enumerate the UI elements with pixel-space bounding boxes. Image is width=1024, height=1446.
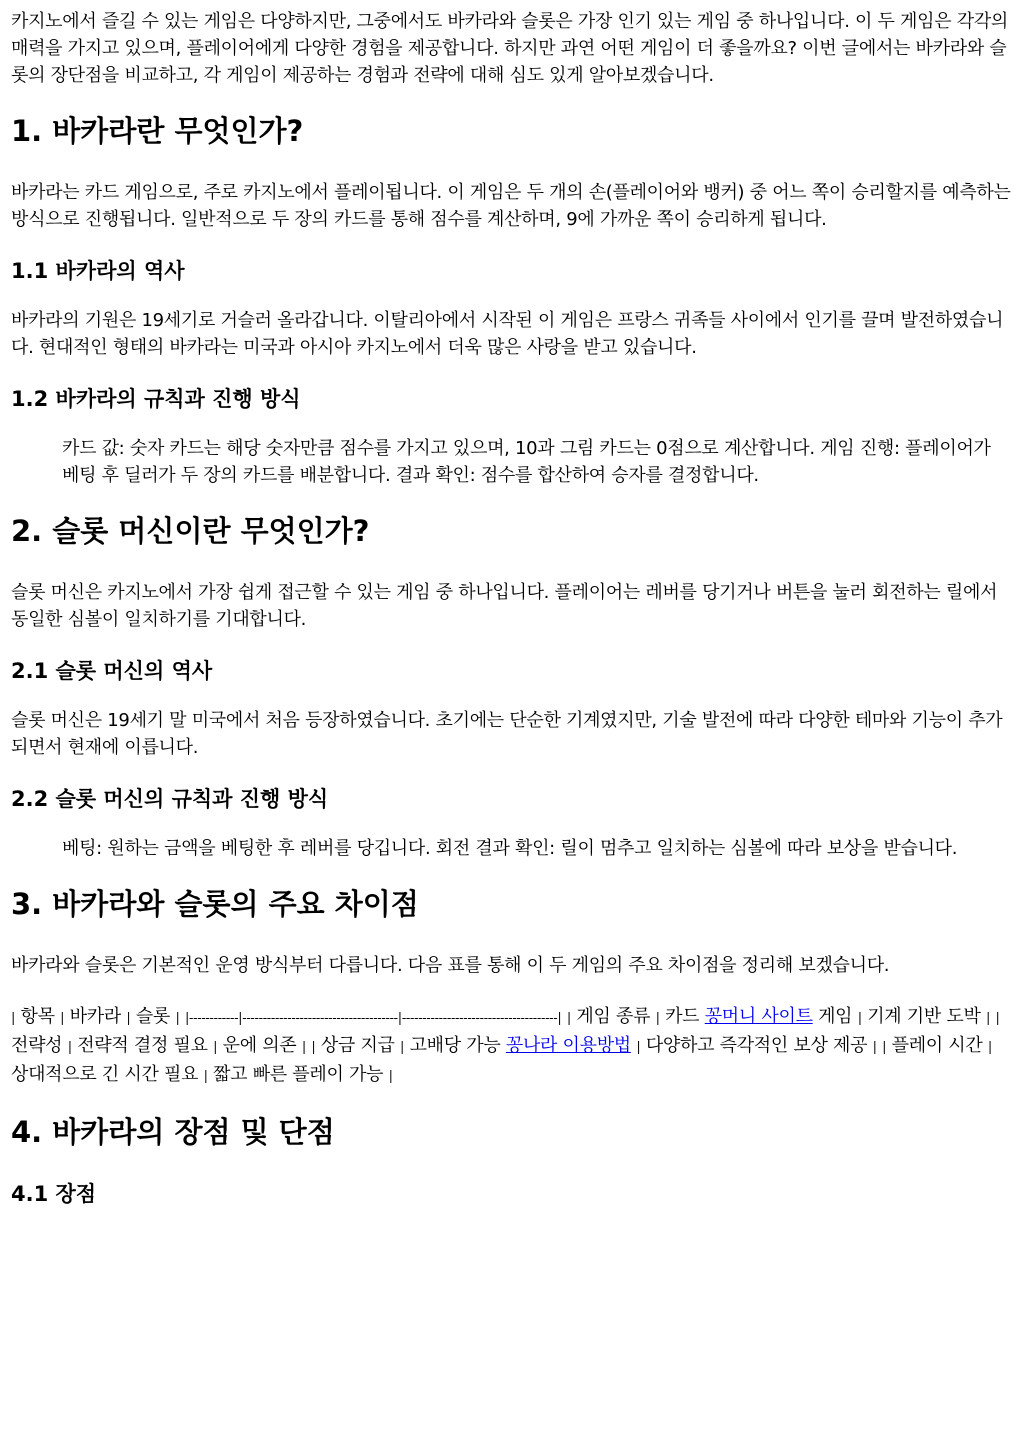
subheading-slot-history: 2.1 슬롯 머신의 역사 [11,659,213,683]
table-row4-baccarat: 상대적으로 긴 시간 필요 [11,1064,199,1085]
table-row3-baccarat: 고배당 가능 [409,1035,501,1056]
table-row2-label: 전략성 [11,1035,63,1056]
table-row3-label: 상금 지급 [320,1035,395,1056]
subheading-pros: 4.1 장점 [11,1182,97,1206]
subheading-baccarat-history: 1.1 바카라의 역사 [11,259,185,283]
table-separator: |------------|--------------------------------------|--------------------------------------| [184,1011,562,1026]
table-row1-label: 게임 종류 [576,1006,651,1027]
slot-description: 슬롯 머신은 카지노에서 가장 쉽게 접근할 수 있는 게임 중 하나입니다. 플레이어는 레버를 당기거나 버튼을 눌러 회전하는 릴에서 동일한 심볼이 일치하기를 기대합니다. [11,582,998,630]
table-header-item: 항목 [20,1006,55,1027]
table-header-slot: 슬롯 [135,1006,171,1027]
link-kkongmoney-site[interactable]: 꽁머니 사이트 [704,1006,813,1027]
table-row4-label: 플레이 시간 [891,1035,983,1056]
baccarat-history-text: 바카라의 기원은 19세기로 거슬러 올라갑니다. 이탈리아에서 시작된 이 게임은 프랑스 귀족들 사이에서 인기를 끌며 발전하였습니다. 현대적인 형태의 바카라는 미국과 아시아 카지노에서 더욱 많은 사랑을 받고 있습니다. [11,310,1004,358]
differences-intro: 바카라와 슬롯은 기본적인 운영 방식부터 다릅니다. 다음 표를 통해 이 두 게임의 주요 차이점을 정리해 보겠습니다. [11,955,890,976]
intro-paragraph: 카지노에서 즐길 수 있는 게임은 다양하지만, 그중에서도 바카라와 슬롯은 가장 인기 있는 게임 중 하나입니다. 이 두 게임은 각각의 매력을 가지고 있으며, 플레이어에게 다양한 경험을 제공합니다. 하지만 과연 어떤 게임이 더 좋을까요? 이번 글에서는 바카라와 슬롯의 장단점을 비교하고, 각 게임이 제공하는 경험과 전략에 대해 심도 있게 알아보겠습니다. [11,11,1009,86]
slot-history-text: 슬롯 머신은 19세기 말 미국에서 처음 등장하였습니다. 초기에는 단순한 기계였지만, 기술 발전에 따라 다양한 테마와 기능이 추가되면서 현재에 이릅니다. [11,710,1003,758]
baccarat-description: 바카라는 카드 게임으로, 주로 카지노에서 플레이됩니다. 이 게임은 두 개의 손(플레이어와 뱅커) 중 어느 쪽이 승리할지를 예측하는 방식으로 진행됩니다. 일반적으로 두 장의 카드를 통해 점수를 계산하며, 9에 가까운 쪽이 승리하게 됩니다. [11,182,1011,230]
table-row4-slot: 짧고 빠른 플레이 가능 [213,1064,384,1085]
table-row3-slot: 다양하고 즉각적인 보상 제공 [645,1035,868,1056]
link-kkongnara-guide[interactable]: 꽁나라 이용방법 [505,1035,631,1056]
baccarat-rules-quote: 카드 값: 숫자 카드는 해당 숫자만큼 점수를 가지고 있으며, 10과 그림 카드는 0점으로 계산합니다. 게임 진행: 플레이어가 베팅 후 딜러가 두 장의 카드를 배분합니다. 결과 확인: 점수를 합산하여 승자를 결정합니다. [62,438,991,486]
table-row1-baccarat-suffix: 게임 [818,1006,853,1027]
section-heading-baccarat-pros-cons: 4. 바카라의 장점 및 단점 [11,1115,335,1149]
section-heading-baccarat: 1. 바카라란 무엇인가? [11,114,304,148]
raw-markdown-table: | 항목 | 바카라 | 슬롯 | |------------|--------------------------------------|--------------------------------------| | 게임 종류 | 카드 꽁머니 사이트 게임 | 기계 기반 도박 | | 전략성 | 전략적 결정 필요 | 운에 의존 | | 상금 지급 | 고배당 가능 꽁나라 이용방법 | 다양하고 즉각적인 보상 제공 | | 플레이 시간 | 상대적으로 긴 시간 필요 | 짧고 빠른 플레이 가능 | [11,1006,1000,1085]
table-header-baccarat: 바카라 [69,1006,121,1027]
subheading-baccarat-rules: 1.2 바카라의 규칙과 진행 방식 [11,387,301,411]
subheading-slot-rules: 2.2 슬롯 머신의 규칙과 진행 방식 [11,787,329,811]
table-row2-baccarat: 전략적 결정 필요 [77,1035,208,1056]
section-heading-slot: 2. 슬롯 머신이란 무엇인가? [11,514,370,548]
table-row1-slot: 기계 기반 도박 [867,1006,981,1027]
section-heading-differences: 3. 바카라와 슬롯의 주요 차이점 [11,887,419,921]
table-row2-slot: 운에 의존 [222,1035,297,1056]
table-row1-baccarat: 카드 [665,1006,700,1027]
slot-rules-quote: 베팅: 원하는 금액을 베팅한 후 레버를 당깁니다. 회전 결과 확인: 릴이 멈추고 일치하는 심볼에 따라 보상을 받습니다. [62,838,958,859]
